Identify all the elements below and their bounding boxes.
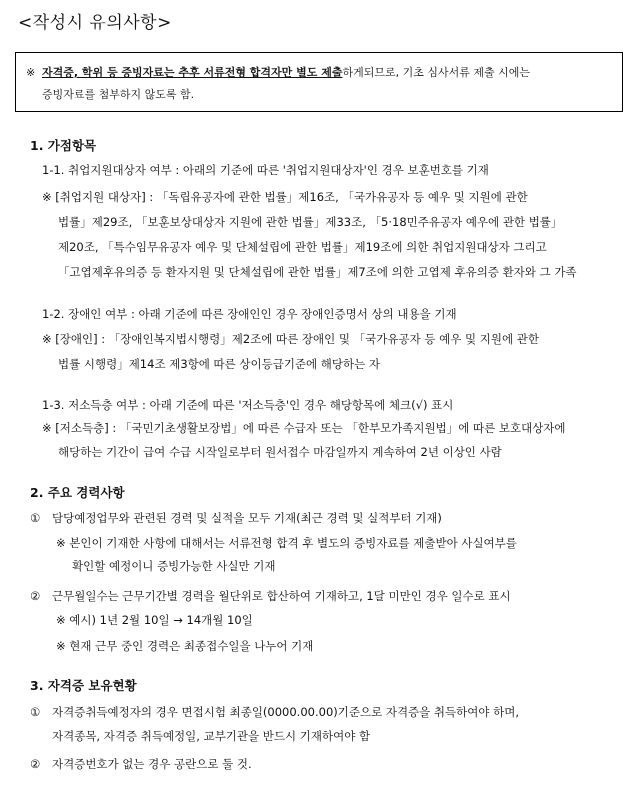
section-title-1: 1. 가점항목 xyxy=(30,138,97,153)
item-1-2-line: ※ [장애인] : 「장애인복지법시행령」제2조에 따른 장애인 및 「국가유공자 등 예우 및 지원에 관한 xyxy=(42,332,539,346)
list-item xyxy=(30,510,442,526)
section-title-2: 2. 주요 경력사항 xyxy=(30,485,125,500)
item-1-3-line: ※ [저소득층] : 「국민기초생활보장법」에 따른 수급자 또는 「한부모가족지원법」에 따른 보호대상자에 xyxy=(42,421,566,435)
notice-box xyxy=(15,52,623,112)
reference-mark-icon: ※ xyxy=(26,66,36,79)
list-item-text-cont: 자격종목, 자격증 취득예정일, 교부기관을 반드시 기재하여야 함 xyxy=(52,729,371,743)
list-item xyxy=(30,588,511,604)
list-item-note: ※ 예시) 1년 2월 10일 → 14개월 10일 xyxy=(56,613,253,627)
list-item-note: ※ 현재 근무 중인 경력은 최종접수일을 나누어 기재 xyxy=(56,639,314,653)
notice-bold-text: 자격증, 학위 등 증빙자료는 추후 서류전형 합격자만 별도 제출 xyxy=(42,66,343,79)
item-1-1-line: ※ [취업지원 대상자] : 「독립유공자에 관한 법률」제16조, 「국가유공자 등 예우 및 지원에 관한 xyxy=(42,190,528,204)
circled-number-1: ① xyxy=(30,511,41,525)
list-item-note: ※ 본인이 기재한 사항에 대해서는 서류전형 합격 후 별도의 증빙자료를 제출받아 사실여부를 xyxy=(56,536,517,550)
notice-line-1 xyxy=(26,62,614,84)
item-1-2-line: 법률 시행령」제14조 제3항에 따른 상이등급기준에 해당하는 자 xyxy=(58,357,380,371)
list-item-text: 근무월일수는 근무기간별 경력을 월단위로 합산하여 기재하고, 1달 미만인 경우 일수로 표시 xyxy=(52,589,511,603)
circled-number-2: ② xyxy=(30,589,41,603)
item-1-1-line: 「고엽제후유의증 등 환자지원 및 단체설립에 관한 법률」제7조에 의한 고엽제 후유의증 환자와 그 가족 xyxy=(58,265,577,279)
circled-number-1: ① xyxy=(30,705,41,719)
list-item xyxy=(30,704,519,720)
list-item xyxy=(30,756,252,772)
page-title: <작성시 유의사항> xyxy=(18,13,172,33)
notice-text: 하게되므로, 기초 심사서류 제출 시에는 xyxy=(342,66,530,79)
item-1-3-head: 1-3. 저소득층 여부 : 아래 기준에 따른 '저소득층'인 경우 해당항목에 체크(√) 표시 xyxy=(42,398,454,412)
list-item-note: 확인할 예정이니 증빙가능한 사실만 기재 xyxy=(72,559,276,573)
item-1-1-line: 법률」제29조, 「보훈보상대상자 지원에 관한 법률」제33조, 「5·18민주유공자 예우에 관한 법률」 xyxy=(58,215,563,229)
item-1-1-head: 1-1. 취업지원대상자 여부 : 아래의 기준에 따른 '취업지원대상자'인 경우 보훈번호를 기재 xyxy=(42,163,489,177)
notice-line-2: 증빙자료를 첨부하지 않도록 함. xyxy=(42,88,195,101)
item-1-1-line: 제20조, 「특수임무유공자 예우 및 단체설립에 관한 법률」제19조에 의한 취업지원대상자 그리고 xyxy=(58,240,547,254)
list-item-text: 자격증번호가 없는 경우 공란으로 둘 것. xyxy=(52,757,252,771)
circled-number-2: ② xyxy=(30,757,41,771)
list-item-text: 담당예정업무와 관련된 경력 및 실적을 모두 기재(최근 경력 및 실적부터 기재) xyxy=(52,511,442,525)
list-item-text: 자격증취득예정자의 경우 면접시험 최종일(0000.00.00)기준으로 자격증을 취득하여야 하며, xyxy=(52,705,519,719)
item-1-3-line: 해당하는 기간이 급여 수급 시작일로부터 원서접수 마감일까지 계속하여 2년 이상인 사람 xyxy=(58,445,502,459)
section-title-3: 3. 자격증 보유현황 xyxy=(30,678,137,693)
item-1-2-head: 1-2. 장애인 여부 : 아래 기준에 따른 장애인인 경우 장애인증명서 상의 내용을 기재 xyxy=(42,307,457,321)
